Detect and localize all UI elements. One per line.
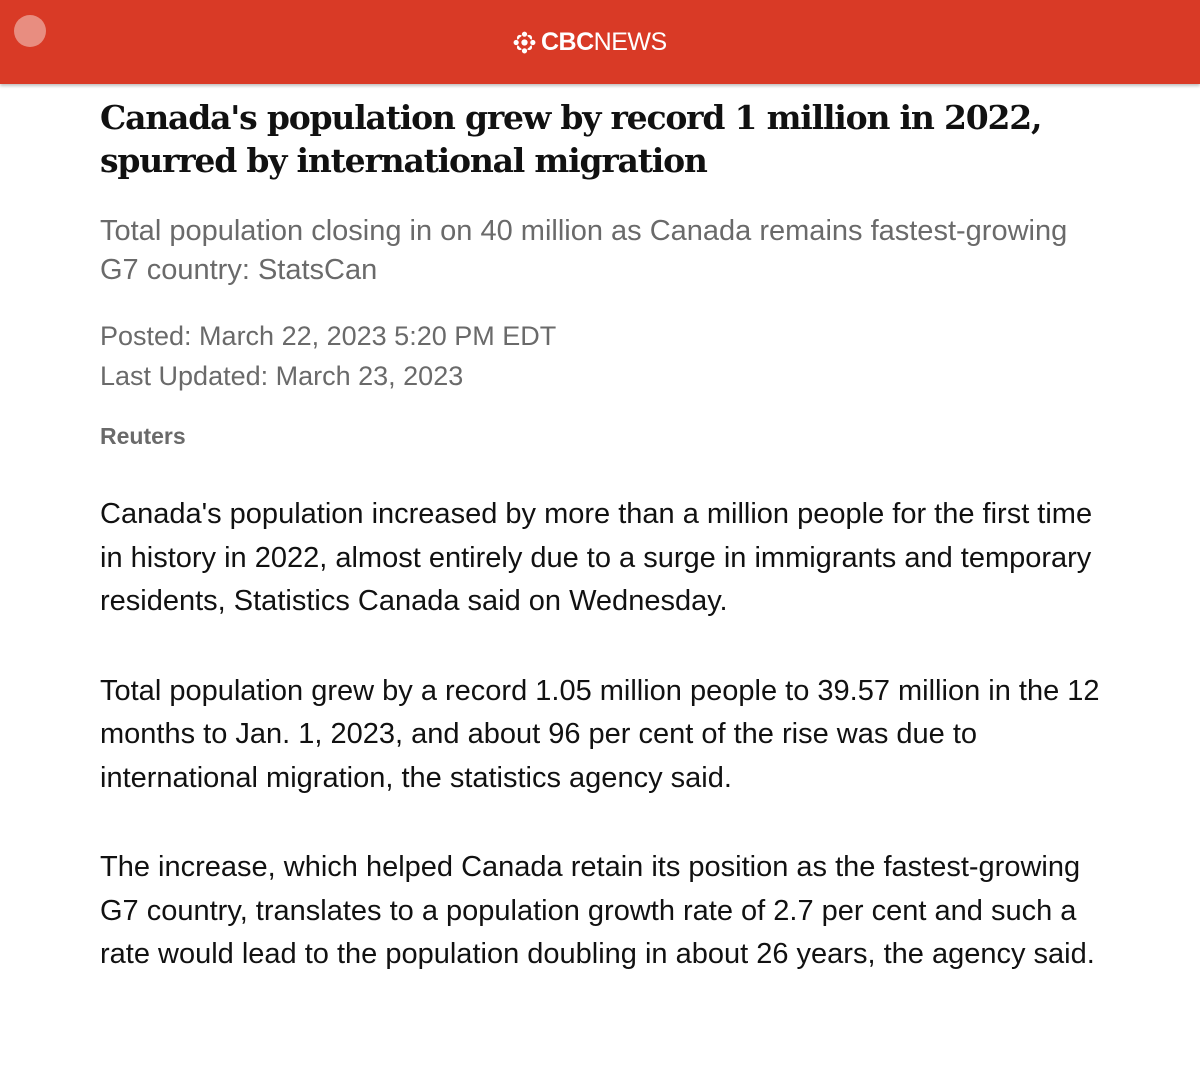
logo-cbc-text: CBC <box>541 27 594 56</box>
article-timestamps <box>100 316 1100 396</box>
article-paragraph: Total population grew by a record 1.05 million people to 39.57 million in the 12 months to Jan. 1, 2023, and about 96 per cent of the rise was due to international migration, the statistics agency said. <box>100 674 1100 794</box>
app-header <box>0 0 1200 84</box>
last-updated-date: Last Updated: March 23, 2023 <box>100 361 464 391</box>
logo-news-text: NEWS <box>593 27 667 56</box>
cbc-news-logo[interactable] <box>512 26 667 58</box>
article-headline: Canada's population grew by record 1 million in 2022, spurred by international migration <box>100 98 1042 180</box>
cbc-gem-icon <box>512 30 537 55</box>
close-button[interactable] <box>14 15 46 47</box>
article <box>100 96 1100 977</box>
article-deck: Total population closing in on 40 million as Canada remains fastest-growing G7 country: StatsCan <box>100 215 1068 286</box>
article-paragraph: The increase, which helped Canada retain its position as the fastest-growing G7 country, translates to a population growth rate of 2.7 per cent and such a rate would lead to the population doubling in about 26 years, the agency said. <box>100 851 1095 970</box>
article-byline: Reuters <box>100 423 186 449</box>
posted-date: Posted: March 22, 2023 5:20 PM EDT <box>100 321 557 351</box>
article-paragraph: Canada's population increased by more than a million people for the first time in history in 2022, almost entirely due to a surge in immigrants and temporary residents, Statistics Canada said on Wednesday. <box>100 498 1093 617</box>
